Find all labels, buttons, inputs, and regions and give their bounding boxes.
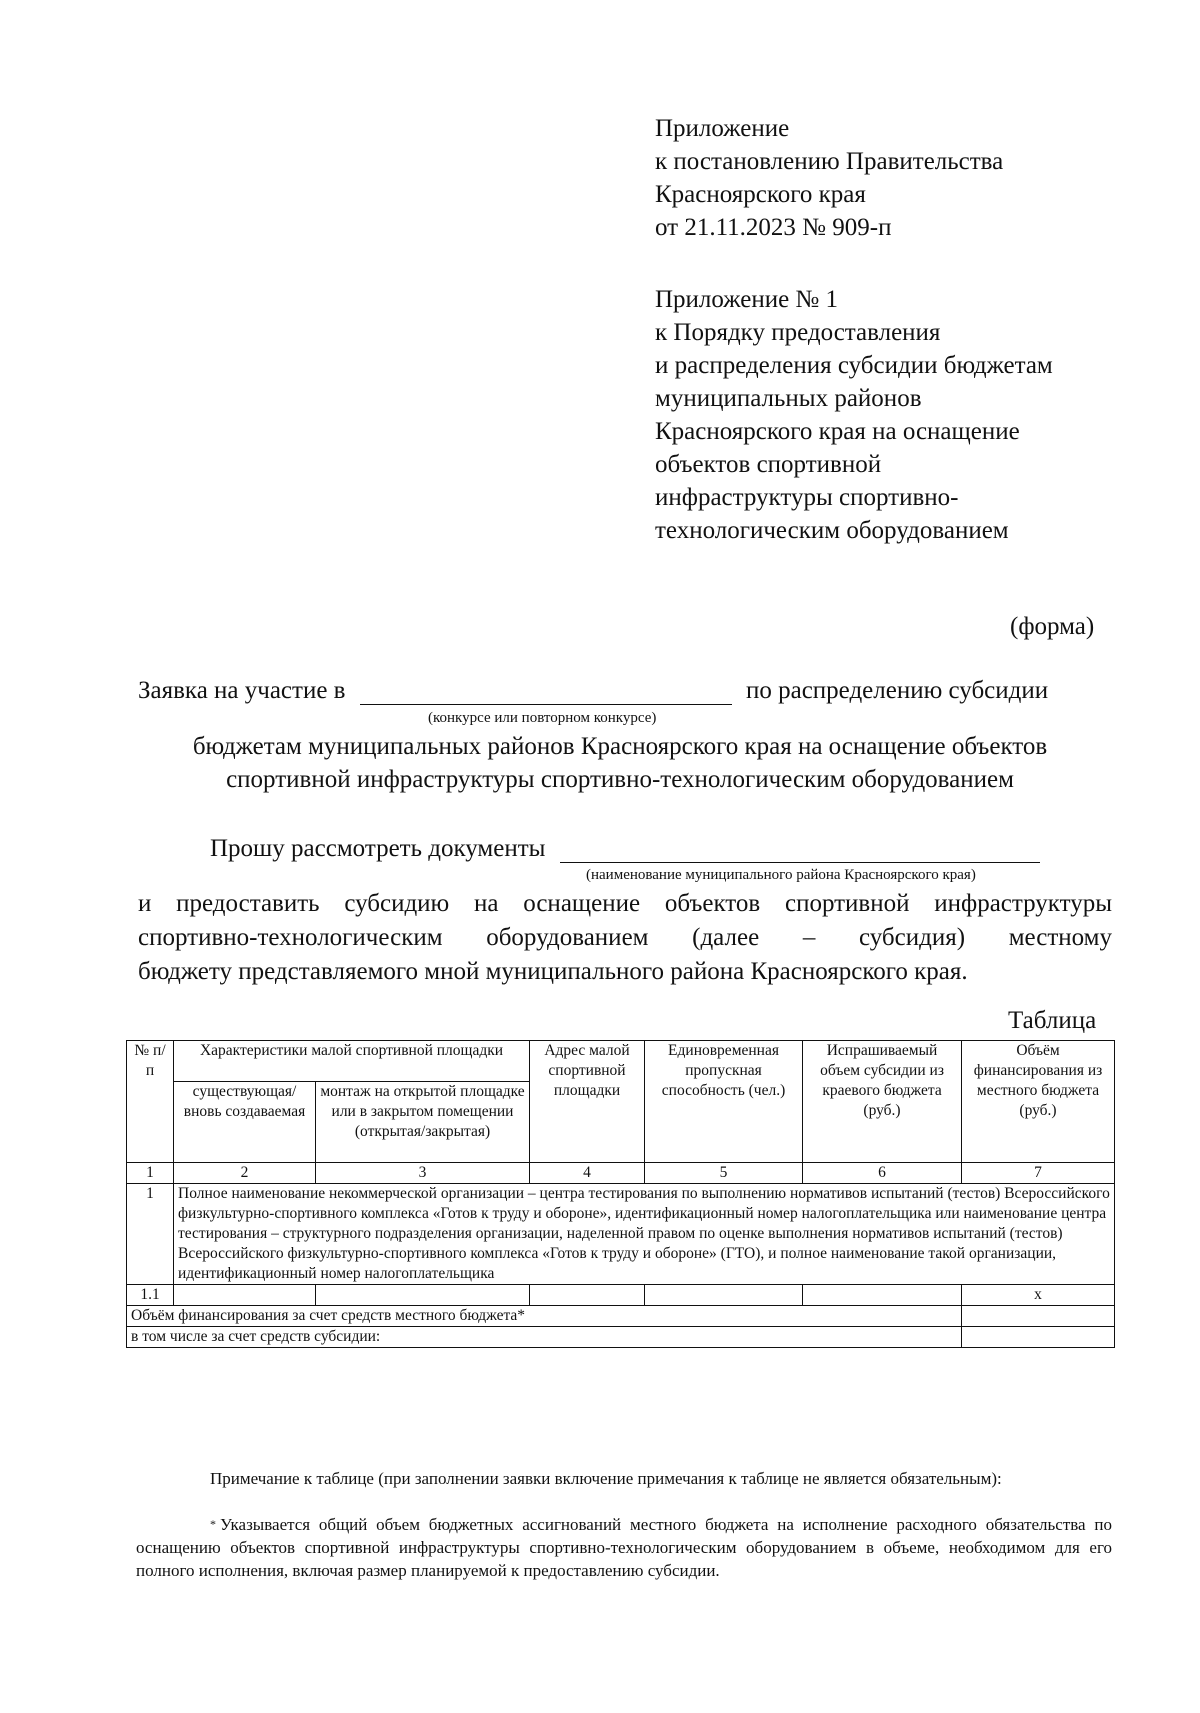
header-characteristics: Характеристики малой спортивной площадки — [174, 1041, 530, 1082]
cell-mounting[interactable] — [316, 1285, 530, 1306]
note-footnote — [136, 1513, 1112, 1582]
annex1-line: объектов спортивной — [655, 451, 882, 478]
annex1-line: и распределения субсидии бюджетам — [655, 352, 1053, 379]
col-number: 5 — [645, 1163, 803, 1184]
row-number: 1.1 — [127, 1285, 174, 1306]
annex1-header — [655, 283, 1053, 547]
title-line2: бюджетам муниципальных районов Красноярского края на оснащение объектов — [192, 733, 1048, 760]
district-name-blank[interactable] — [560, 840, 1040, 863]
request-line3: бюджету представляемого мной муниципального района Красноярского края. — [138, 958, 968, 985]
header-address: Адрес малой спортивной площадки — [530, 1041, 645, 1163]
form-label: (форма) — [1010, 613, 1095, 640]
subsidy-label: в том числе за счет средств субсидии: — [127, 1327, 962, 1348]
table-row-organization — [127, 1184, 1115, 1285]
annex-line: к постановлению Правительства — [655, 148, 1004, 175]
header-mounting: монтаж на открытой площадке или в закрытом помещении (открытая/закрытая) — [316, 1082, 530, 1163]
district-caption: (наименование муниципального района Красноярского края) — [586, 867, 976, 883]
col-number: 1 — [127, 1163, 174, 1184]
column-number-row — [127, 1163, 1115, 1184]
annex1-line: технологическим оборудованием — [655, 517, 1009, 544]
col-number: 7 — [962, 1163, 1115, 1184]
footnote-star: * — [210, 1517, 216, 1531]
col-number: 6 — [803, 1163, 962, 1184]
annex1-line: Приложение № 1 — [655, 286, 839, 313]
annex-line: от 21.11.2023 № 909-п — [655, 214, 892, 241]
header-requested-subsidy: Испрашиваемый объем субсидии из краевого бюджета (руб.) — [803, 1041, 962, 1163]
request-lead: Прошу рассмотреть документы — [210, 835, 546, 862]
header-existing-new: существующая/ вновь создаваемая — [174, 1082, 316, 1163]
total-value-cell[interactable] — [962, 1306, 1115, 1327]
header-capacity: Единовременная пропускная способность (чел.) — [645, 1041, 803, 1163]
annex-header — [655, 112, 1003, 244]
col-number: 4 — [530, 1163, 645, 1184]
col-number: 3 — [316, 1163, 530, 1184]
footnote-text: Указывается общий объем бюджетных ассигнований местного бюджета на исполнение расходного обязательства по оснащению объектов спортивной инфраструктуры спортивно-технологическим оборудованием в объеме, необходимом для его полного исполнения, включая размер планируемой к предоставлению субсидии. — [136, 1515, 1112, 1580]
request-line2: спортивно-технологическим оборудованием (далее – субсидия) местному — [138, 924, 1112, 951]
table-row-1-1 — [127, 1285, 1115, 1306]
request-lead-line — [210, 835, 1040, 863]
col-number: 2 — [174, 1163, 316, 1184]
table-label: Таблица — [1008, 1007, 1097, 1034]
table-row-subsidy — [127, 1327, 1115, 1348]
cell-address[interactable] — [530, 1285, 645, 1306]
annex1-line: инфраструктуры спортивно- — [655, 484, 959, 511]
title-part1: Заявка на участие в — [138, 677, 346, 704]
title-line3: спортивной инфраструктуры спортивно-технологическим оборудованием — [226, 766, 1014, 793]
row-number: 1 — [127, 1184, 174, 1285]
subsidy-value-cell[interactable] — [962, 1327, 1115, 1348]
cell-requested-subsidy[interactable] — [803, 1285, 962, 1306]
request-line1: и предоставить субсидию на оснащение объектов спортивной инфраструктуры — [138, 890, 1112, 917]
table-row-total — [127, 1306, 1115, 1327]
table-header-row — [127, 1041, 1115, 1082]
note-intro: Примечание к таблице (при заполнении заявки включение примечания к таблице не является обязательным): — [210, 1469, 1002, 1488]
annex1-line: муниципальных районов — [655, 385, 922, 412]
cell-local-budget-x: х — [962, 1285, 1115, 1306]
header-number: № п/п — [127, 1041, 174, 1163]
cell-existing-new[interactable] — [174, 1285, 316, 1306]
cell-capacity[interactable] — [645, 1285, 803, 1306]
application-table — [126, 1040, 1115, 1348]
header-local-budget: Объём финансирования из местного бюджета (руб.) — [962, 1041, 1115, 1163]
organization-description: Полное наименование некоммерческой организации – центра тестирования по выполнению нормативов испытаний (тестов) Всероссийского физкультурно-спортивного комплекса «Готов к труду и обороне», идентификационный номер налогоплательщика или наименование центра тестирования – структурного подразделения организации, наделенной правом по оценке выполнения нормативов испытаний (тестов) Всероссийского физкультурно-спортивного комплекса «Готов к труду и обороне» (ГТО), и полное наименование такой организации, идентификационный номер налогоплательщика — [174, 1184, 1115, 1285]
total-label: Объём финансирования за счет средств местного бюджета* — [127, 1306, 962, 1327]
title-line1 — [138, 677, 1048, 705]
annex-line: Красноярского края — [655, 181, 866, 208]
annex1-line: Красноярского края на оснащение — [655, 418, 1020, 445]
annex1-line: к Порядку предоставления — [655, 319, 941, 346]
contest-type-blank[interactable] — [360, 682, 732, 705]
title-part2: по распределению субсидии — [745, 677, 1049, 704]
contest-type-caption: (конкурсе или повторном конкурсе) — [428, 710, 657, 726]
annex-line: Приложение — [655, 115, 790, 142]
